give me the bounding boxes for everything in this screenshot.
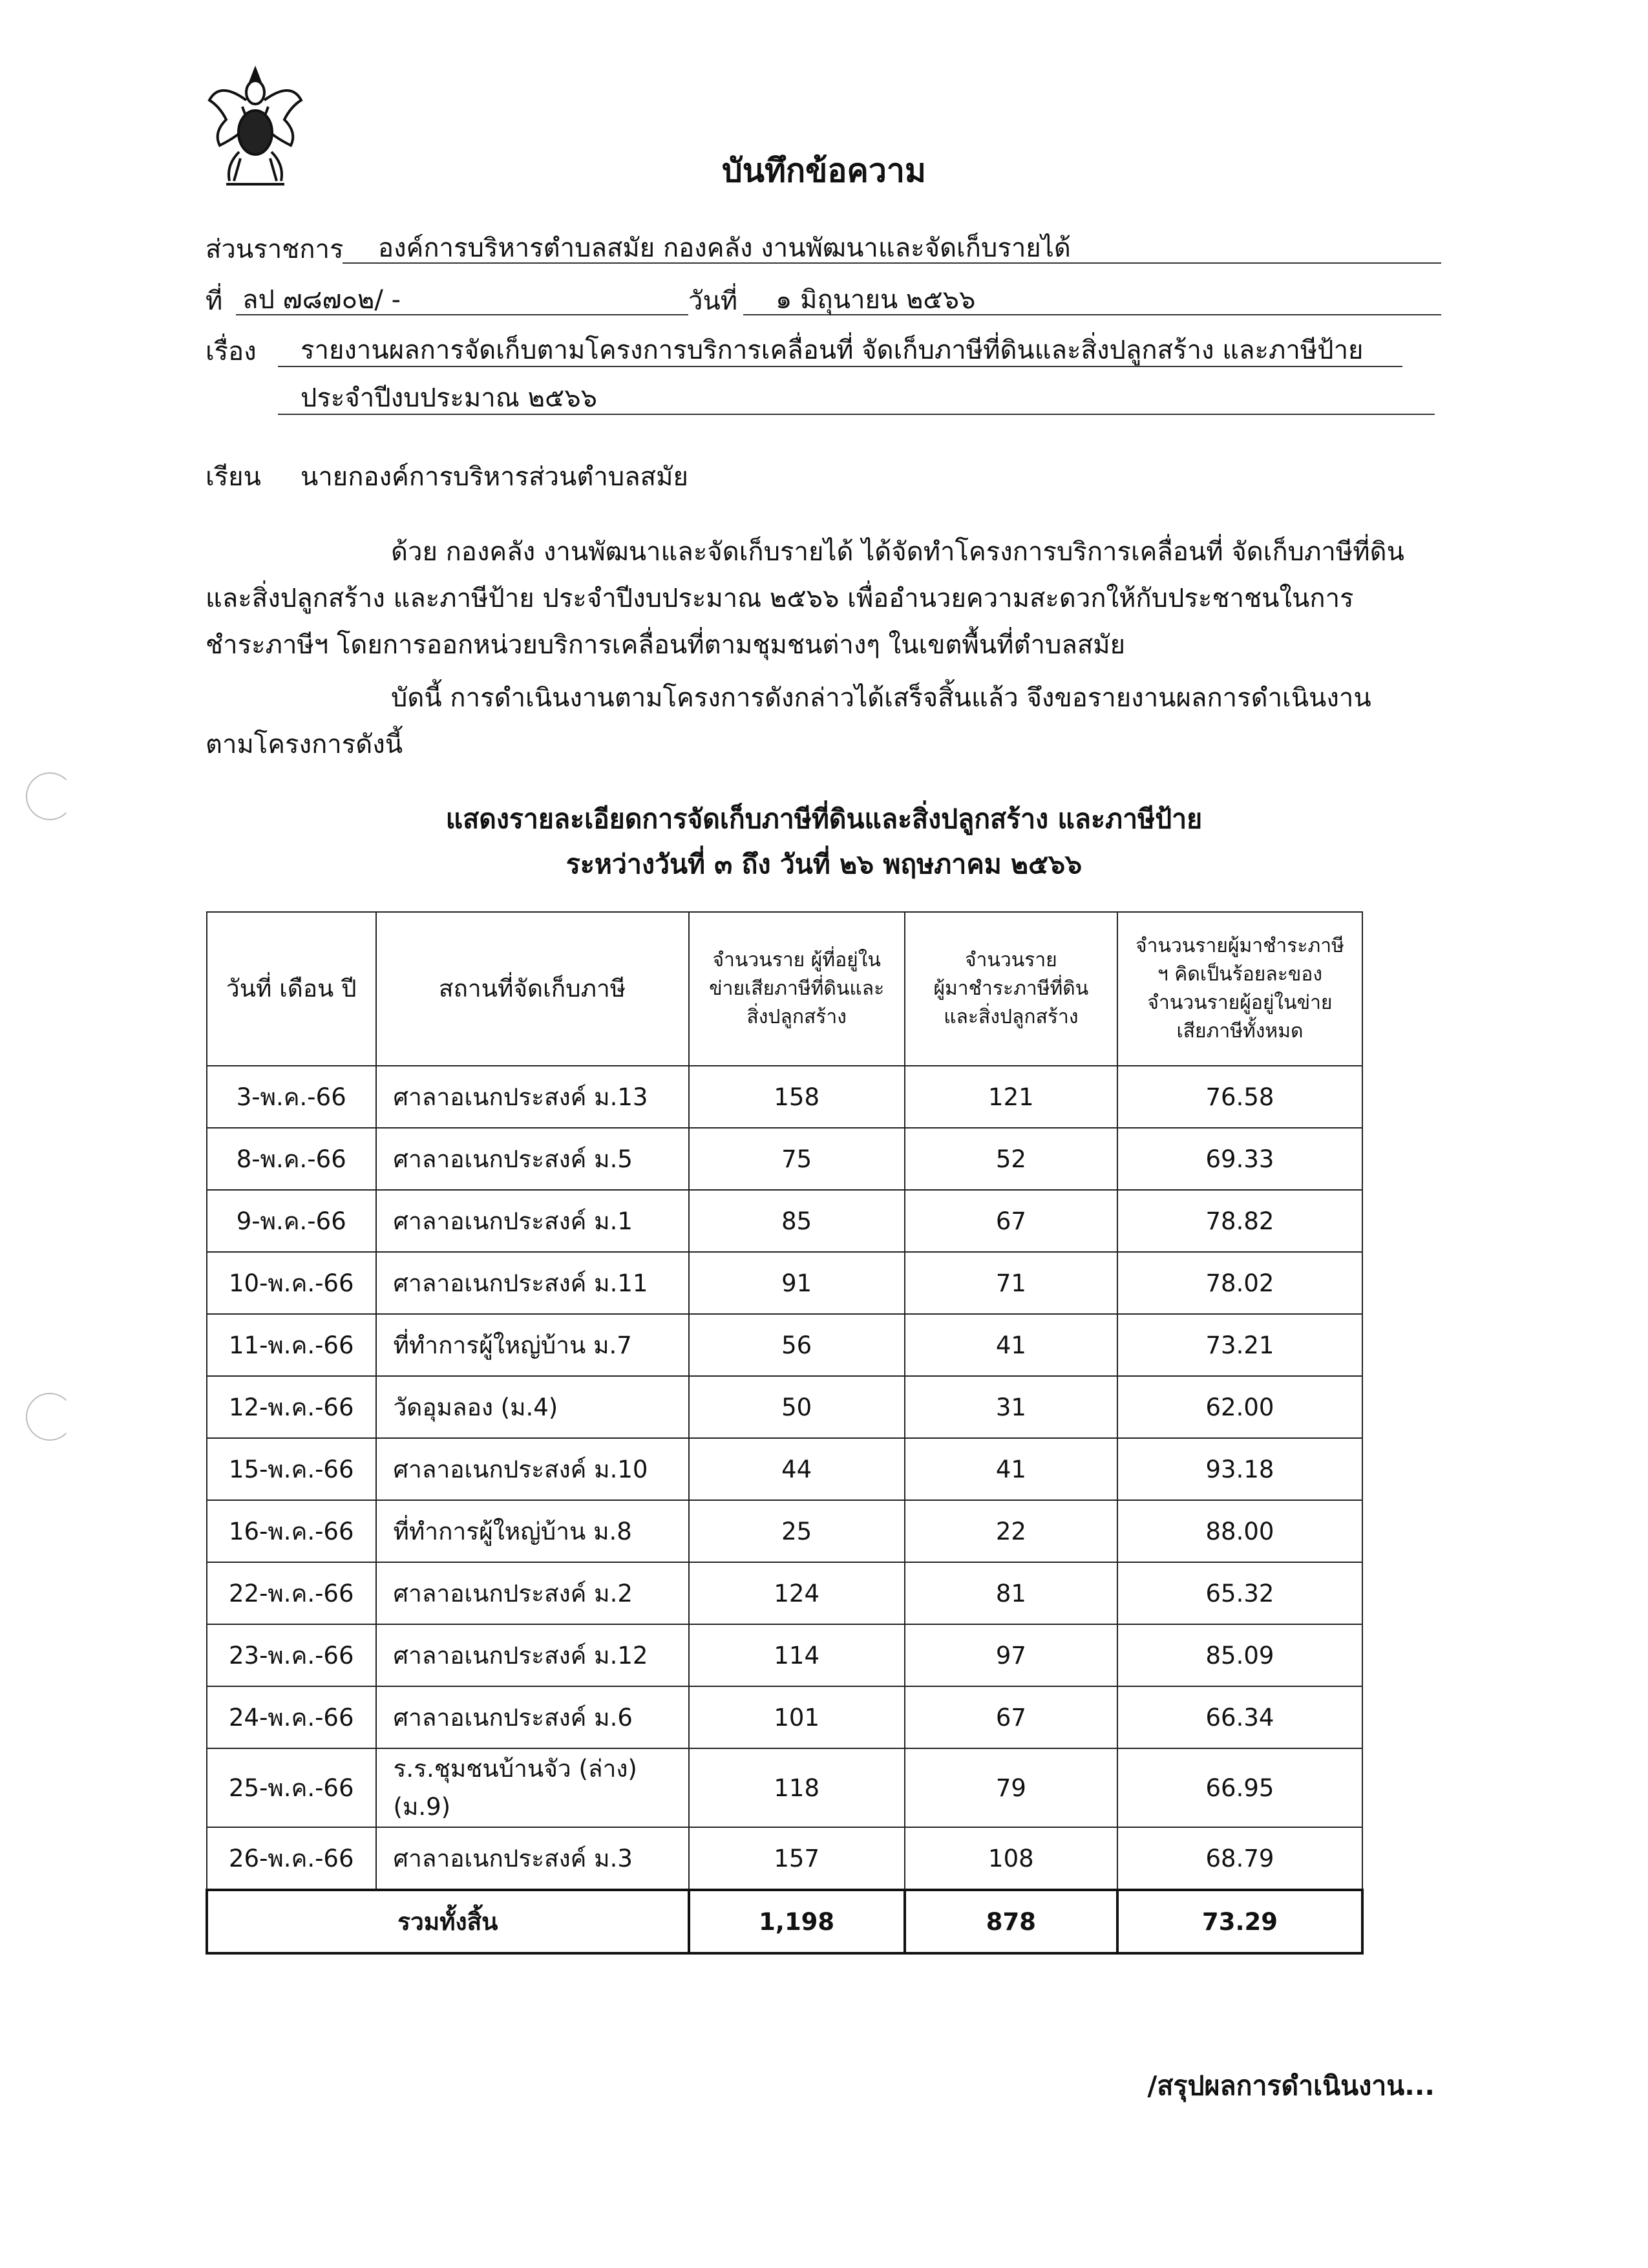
para2-line2: ตามโครงการดังนี้: [206, 730, 403, 759]
table-row: [207, 1562, 1362, 1624]
subject-line-1: รายงานผลการจัดเก็บตามโครงการบริการเคลื่อนที่ จัดเก็บภาษีที่ดินและสิ่งปลูกสร้าง และภาษีป้าย: [301, 335, 1364, 365]
punch-hole-mark: [26, 772, 74, 820]
cell-place: ศาลาอเนกประสงค์ ม.12: [376, 1624, 689, 1686]
cell-date: 3-พ.ค.-66: [207, 1066, 376, 1128]
cell-paid: 97: [905, 1624, 1117, 1686]
cell-place: วัดอุมลอง (ม.4): [376, 1376, 689, 1438]
header-percent: [1117, 912, 1362, 1066]
table-row: [207, 1314, 1362, 1376]
header-paid-1: จำนวนราย: [964, 949, 1057, 971]
cell-place: ที่ทำการผู้ใหญ่บ้าน ม.8: [376, 1500, 689, 1562]
agency-value: องค์การบริหารตำบลสมัย กองคลัง งานพัฒนาและจัดเก็บรายได้: [378, 233, 1071, 263]
table-total-row: [207, 1890, 1362, 1953]
cell-place: ศาลาอเนกประสงค์ ม.1: [376, 1190, 689, 1252]
cell-paid: 52: [905, 1128, 1117, 1190]
header-registered: [689, 912, 905, 1066]
date-value: ๑ มิถุนายน ๒๕๖๖: [776, 285, 976, 315]
cell-paid: 67: [905, 1686, 1117, 1748]
cell-date: 23-พ.ค.-66: [207, 1624, 376, 1686]
cell-date: 15-พ.ค.-66: [207, 1438, 376, 1500]
header-percent-4: เสียภาษีทั้งหมด: [1176, 1020, 1304, 1043]
cell-place: ร.ร.ชุมชนบ้านจัว (ล่าง) (ม.9): [376, 1748, 689, 1827]
cell-date: 26-พ.ค.-66: [207, 1827, 376, 1890]
table-row: [207, 1190, 1362, 1252]
cell-percent: 65.32: [1117, 1562, 1362, 1624]
cell-registered: 124: [689, 1562, 905, 1624]
cell-date: 24-พ.ค.-66: [207, 1686, 376, 1748]
cell-registered: 44: [689, 1438, 905, 1500]
table-row: [207, 1438, 1362, 1500]
table-row: [207, 1686, 1362, 1748]
cell-registered: 25: [689, 1500, 905, 1562]
cell-registered: 114: [689, 1624, 905, 1686]
cell-registered: 158: [689, 1066, 905, 1128]
cell-registered: 75: [689, 1128, 905, 1190]
cell-date: 25-พ.ค.-66: [207, 1748, 376, 1827]
cell-place: ศาลาอเนกประสงค์ ม.5: [376, 1128, 689, 1190]
cell-place: ศาลาอเนกประสงค์ ม.13: [376, 1066, 689, 1128]
table-row: [207, 1066, 1362, 1128]
cell-percent: 78.02: [1117, 1252, 1362, 1314]
continued-note: /สรุปผลการดำเนินงาน...: [1147, 2070, 1435, 2101]
cell-paid: 81: [905, 1562, 1117, 1624]
cell-place: ศาลาอเนกประสงค์ ม.6: [376, 1686, 689, 1748]
header-date: วันที่ เดือน ปี: [207, 912, 376, 1066]
para1-line2: และสิ่งปลูกสร้าง และภาษีป้าย ประจำปีงบประมาณ ๒๕๖๖ เพื่ออำนวยความสะดวกให้กับประชาชนในการ: [206, 584, 1354, 613]
para1-line3: ชำระภาษีฯ โดยการออกหน่วยบริการเคลื่อนที่ตามชุมชนต่างๆ ในเขตพื้นที่ตำบลสมัย: [206, 630, 1126, 660]
header-place: สถานที่จัดเก็บภาษี: [376, 912, 689, 1066]
table-row: [207, 1827, 1362, 1890]
cell-paid: 41: [905, 1314, 1117, 1376]
header-percent-1: จำนวนรายผู้มาชำระภาษี: [1136, 935, 1344, 957]
table-title-1: แสดงรายละเอียดการจัดเก็บภาษีที่ดินและสิ่งปลูกสร้าง และภาษีป้าย: [445, 803, 1203, 834]
header-registered-2: ข่ายเสียภาษีที่ดินและ: [709, 977, 885, 1000]
to-value: นายกองค์การบริหารส่วนตำบลสมัย: [301, 462, 688, 492]
cell-percent: 73.21: [1117, 1314, 1362, 1376]
cell-date: 12-พ.ค.-66: [207, 1376, 376, 1438]
cell-date: 22-พ.ค.-66: [207, 1562, 376, 1624]
cell-registered: 101: [689, 1686, 905, 1748]
ref-value: ลป ๗๘๗๐๒/ -: [242, 285, 401, 315]
cell-paid: 71: [905, 1252, 1117, 1314]
cell-percent: 76.58: [1117, 1066, 1362, 1128]
cell-place: ศาลาอเนกประสงค์ ม.11: [376, 1252, 689, 1314]
cell-percent: 88.00: [1117, 1500, 1362, 1562]
cell-registered: 157: [689, 1827, 905, 1890]
para2-line1: บัดนี้ การดำเนินงานตามโครงการดังกล่าวได้เสร็จสิ้นแล้ว จึงขอรายงานผลการดำเนินงาน: [391, 683, 1371, 713]
table-title-2: ระหว่างวันที่ ๓ ถึง วันที่ ๒๖ พฤษภาคม ๒๕๖๖: [565, 849, 1083, 880]
punch-hole-mark: [26, 1393, 74, 1441]
cell-registered: 50: [689, 1376, 905, 1438]
total-label: รวมทั้งสิ้น: [207, 1890, 689, 1953]
table-row: [207, 1748, 1362, 1827]
cell-place: ศาลาอเนกประสงค์ ม.10: [376, 1438, 689, 1500]
cell-registered: 118: [689, 1748, 905, 1827]
cell-date: 10-พ.ค.-66: [207, 1252, 376, 1314]
cell-date: 11-พ.ค.-66: [207, 1314, 376, 1376]
cell-percent: 68.79: [1117, 1827, 1362, 1890]
cell-percent: 62.00: [1117, 1376, 1362, 1438]
date-label: วันที่: [688, 286, 738, 316]
cell-percent: 93.18: [1117, 1438, 1362, 1500]
cell-registered: 91: [689, 1252, 905, 1314]
cell-date: 8-พ.ค.-66: [207, 1128, 376, 1190]
cell-paid: 67: [905, 1190, 1117, 1252]
cell-paid: 121: [905, 1066, 1117, 1128]
cell-date: 9-พ.ค.-66: [207, 1190, 376, 1252]
cell-percent: 66.34: [1117, 1686, 1362, 1748]
cell-place: ศาลาอเนกประสงค์ ม.2: [376, 1562, 689, 1624]
header-percent-3: จำนวนรายผู้อยู่ในข่าย: [1147, 991, 1333, 1014]
table-row: [207, 1376, 1362, 1438]
table-row: [207, 1252, 1362, 1314]
agency-label: ส่วนราชการ: [206, 235, 344, 264]
table-row: [207, 1624, 1362, 1686]
cell-paid: 31: [905, 1376, 1117, 1438]
header-percent-2: ฯ คิดเป็นร้อยละของ: [1157, 963, 1323, 986]
header-registered-1: จำนวนราย ผู้ที่อยู่ใน: [712, 949, 881, 971]
header-paid-3: และสิ่งปลูกสร้าง: [944, 1006, 1079, 1028]
ref-label: ที่: [206, 286, 223, 316]
subject-line-2: ประจำปีงบประมาณ ๒๕๖๖: [301, 383, 598, 413]
header-paid-2: ผู้มาชำระภาษีที่ดิน: [933, 977, 1089, 1000]
table-header-row: [207, 912, 1362, 1066]
cell-paid: 79: [905, 1748, 1117, 1827]
total-registered: 1,198: [689, 1890, 905, 1953]
para1-line1: ด้วย กองคลัง งานพัฒนาและจัดเก็บรายได้ ได้จัดทำโครงการบริการเคลื่อนที่ จัดเก็บภาษีที่ดิน: [391, 537, 1404, 567]
header-paid: [905, 912, 1117, 1066]
total-paid: 878: [905, 1890, 1117, 1953]
cell-percent: 85.09: [1117, 1624, 1362, 1686]
memo-title: บันทึกข้อความ: [722, 152, 926, 189]
table-row: [207, 1128, 1362, 1190]
cell-paid: 22: [905, 1500, 1117, 1562]
to-label: เรียน: [206, 462, 261, 492]
cell-date: 16-พ.ค.-66: [207, 1500, 376, 1562]
subject-label: เรื่อง: [206, 337, 257, 366]
cell-registered: 85: [689, 1190, 905, 1252]
cell-place: ศาลาอเนกประสงค์ ม.3: [376, 1827, 689, 1890]
cell-percent: 78.82: [1117, 1190, 1362, 1252]
tax-collection-table: [206, 911, 1364, 1955]
cell-paid: 108: [905, 1827, 1117, 1890]
cell-percent: 66.95: [1117, 1748, 1362, 1827]
cell-percent: 69.33: [1117, 1128, 1362, 1190]
header-registered-3: สิ่งปลูกสร้าง: [746, 1006, 847, 1028]
cell-registered: 56: [689, 1314, 905, 1376]
table-row: [207, 1500, 1362, 1562]
cell-paid: 41: [905, 1438, 1117, 1500]
cell-place: ที่ทำการผู้ใหญ่บ้าน ม.7: [376, 1314, 689, 1376]
total-percent: 73.29: [1117, 1890, 1362, 1953]
